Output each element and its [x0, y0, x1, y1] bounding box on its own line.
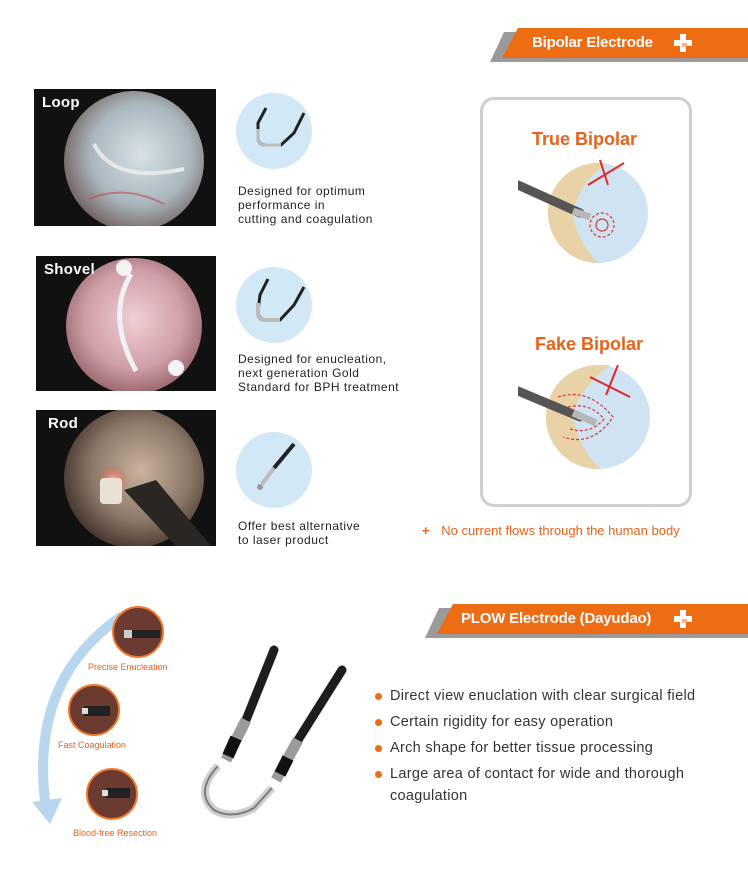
feature-item: Large area of contact for wide and thorough coagulation — [375, 763, 715, 807]
banner-title: PLOW Electrode (Dayudao) — [461, 610, 652, 627]
fake-bipolar-diagram — [518, 357, 654, 477]
step-label: Blood-free Resection — [73, 828, 158, 838]
step-label: Precise Enucleation — [88, 662, 168, 672]
medical-cross-icon — [673, 33, 693, 53]
rod-description — [238, 519, 360, 547]
shovel-electrode-thumbnail — [236, 267, 312, 343]
step-image-resection — [86, 768, 138, 820]
description-line: Offer best alternative — [238, 519, 361, 533]
true-bipolar-title: True Bipolar — [532, 129, 638, 149]
loop-description — [238, 184, 373, 226]
loop-endoscope-image — [34, 89, 216, 226]
description-line: Designed for enucleation, — [238, 352, 387, 366]
description-line: to laser product — [238, 533, 329, 547]
feature-item: Arch shape for better tissue processing — [375, 737, 715, 759]
shovel-description — [238, 352, 399, 394]
rod-endoscope-image — [36, 410, 216, 546]
rod-electrode-thumbnail — [236, 432, 312, 508]
loop-electrode-thumbnail — [236, 93, 312, 169]
note-text: No current flows through the human body — [441, 523, 680, 538]
medical-cross-icon — [673, 609, 693, 629]
fake-bipolar-title: Fake Bipolar — [535, 334, 644, 354]
step-image-coagulation — [68, 684, 120, 736]
plus-icon: + — [422, 523, 430, 538]
true-bipolar-diagram — [518, 155, 654, 270]
electrode-name: Shovel — [44, 261, 95, 278]
electrode-name: Loop — [42, 94, 80, 111]
bipolar-note — [422, 523, 680, 538]
plow-electrode-banner — [425, 604, 748, 636]
description-line: next generation Gold — [238, 366, 360, 380]
description-line: Designed for optimum — [238, 184, 366, 198]
bipolar-electrode-banner — [490, 28, 748, 60]
plow-electrode-illustration — [188, 640, 368, 840]
feature-item: Certain rigidity for easy operation — [375, 711, 715, 733]
plow-feature-list — [375, 685, 715, 811]
shovel-endoscope-image — [36, 256, 216, 391]
banner-title: Bipolar Electrode — [532, 34, 653, 51]
electrode-name: Rod — [48, 415, 79, 432]
description-line: cutting and coagulation — [238, 212, 373, 226]
description-line: Standard for BPH treatment — [238, 380, 400, 394]
step-image-enucleation — [112, 606, 164, 658]
description-line: performance in — [238, 198, 326, 212]
step-label: Fast Coagulation — [58, 740, 127, 750]
feature-item: Direct view enuclation with clear surgical field — [375, 685, 715, 707]
